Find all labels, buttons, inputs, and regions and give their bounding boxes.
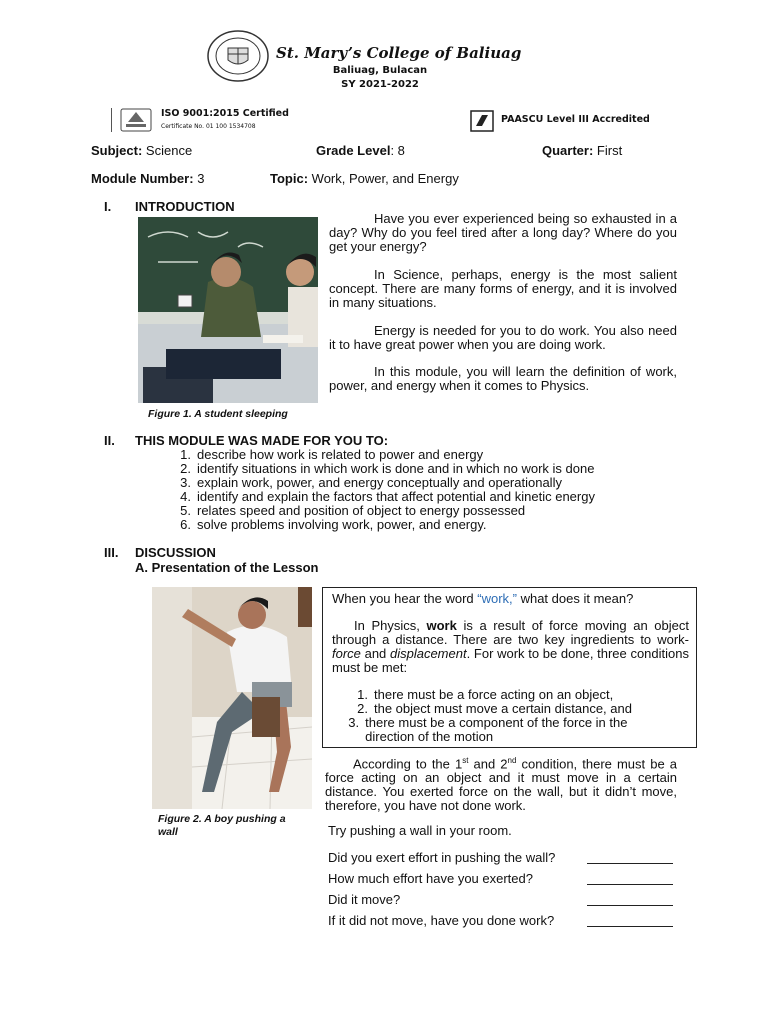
work-conditions-list — [332, 688, 662, 744]
section-heading-introduction: INTRODUCTION — [135, 199, 235, 214]
college-location: Baliuag, Bulacan — [332, 65, 428, 76]
list-item: 1. describe how work is related to power and energy — [180, 447, 484, 462]
section-numeral-1: I. — [104, 199, 112, 214]
paascu-logo — [470, 110, 494, 132]
list-item: 2. identify situations in which work is done and in which no work is done — [180, 461, 595, 476]
figure-2-boy-pushing-wall-photo — [152, 587, 312, 809]
condition-explanation-paragraph: According to the 1st and 2nd condition, there must be a force acting on an object and it must move in a certain distance. You exerted force on the wall, but it didn’t move, therefore, you have not done work. — [325, 756, 677, 814]
intro-paragraph-4: In this module, you will learn the definition of work, power, and energy when it comes to Physics. — [329, 364, 677, 393]
quarter-field: Quarter: First — [542, 143, 623, 158]
list-item: 4. identify and explain the factors that affect potential and kinetic energy — [180, 489, 595, 504]
list-item: 3. there must be a component of the force in the direction of the motion — [348, 715, 628, 744]
iso-certificate-number: Certificate No. 01 100 1534708 — [161, 123, 256, 130]
section-numeral-2: II. — [104, 433, 115, 448]
figure-1-student-sleeping-photo — [138, 217, 318, 403]
header-divider — [111, 108, 112, 132]
question-3-text: Did it move? — [328, 892, 401, 907]
question-4-text: If it did not move, have you done work? — [328, 913, 555, 928]
subsection-heading-presentation: A. Presentation of the Lesson — [135, 560, 319, 575]
section-heading-discussion: DISCUSSION — [135, 545, 216, 560]
list-item: 2. the object must move a certain distance, and — [357, 701, 632, 716]
figure-2-caption: Figure 2. A boy pushing a wall — [158, 813, 286, 838]
school-year: SY 2021-2022 — [341, 79, 419, 90]
section-heading-objectives: THIS MODULE WAS MADE FOR YOU TO: — [135, 433, 389, 448]
college-seal — [207, 30, 269, 82]
intro-paragraph-1: Have you ever experienced being so exhausted in a day? Why do you feel tired after a long day? Where do you get your energy? — [329, 211, 677, 254]
box-question: When you hear the word “work,” what does it mean? — [332, 591, 634, 606]
iso-logo — [120, 108, 152, 132]
subject-field: Subject: Science — [91, 143, 193, 158]
topic-field: Topic: Work, Power, and Energy — [270, 171, 459, 186]
grade-level-field: Grade Level: 8 — [316, 143, 405, 158]
iso-title: ISO 9001:2015 Certified — [161, 108, 289, 119]
question-2-text: How much effort have you exerted? — [328, 871, 533, 886]
paascu-accreditation: PAASCU Level III Accredited — [501, 114, 650, 125]
figure-1-caption: Figure 1. A student sleeping — [148, 408, 288, 420]
try-pushing-instruction: Try pushing a wall in your room. — [328, 823, 512, 838]
answer-blank-3[interactable] — [587, 893, 673, 906]
work-definition-paragraph: In Physics, work is a result of force moving an object through a distance. There are two key ingredients to work- force and displacement. For work to be done, three conditions must be met: — [332, 618, 689, 675]
list-item: 5. relates speed and position of object to energy possessed — [180, 503, 526, 518]
list-item: 1. there must be a force acting on an object, — [357, 687, 614, 702]
answer-blank-2[interactable] — [587, 872, 673, 885]
college-name: St. Mary’s College of Baliuag — [276, 44, 522, 62]
intro-paragraph-2: In Science, perhaps, energy is the most salient concept. There are many forms of energy, and it is involved in many situations. — [329, 267, 677, 310]
question-1-text: Did you exert effort in pushing the wall? — [328, 850, 556, 865]
section-numeral-3: III. — [104, 545, 119, 560]
answer-blank-4[interactable] — [587, 914, 673, 927]
answer-blank-1[interactable] — [587, 851, 673, 864]
intro-paragraph-3: Energy is needed for you to do work. You also need it to have great power when you are doing work. — [329, 323, 677, 352]
work-definition-box — [322, 587, 697, 748]
module-number-field: Module Number: 3 — [91, 171, 205, 186]
list-item: 3. explain work, power, and energy conceptually and operationally — [180, 475, 562, 490]
objectives-list — [169, 448, 669, 532]
list-item: 6. solve problems involving work, power, and energy. — [180, 517, 487, 532]
